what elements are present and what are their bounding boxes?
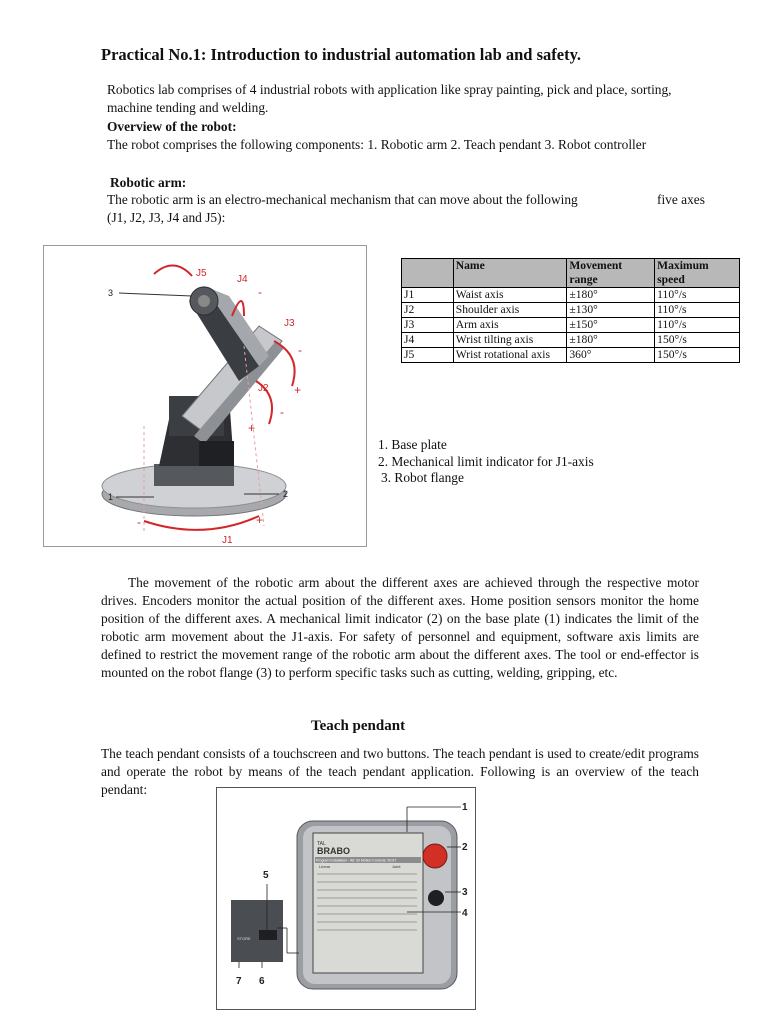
sign-minus: - [280, 405, 284, 419]
j1-arrow [144, 516, 259, 530]
header-cell: Movement range [567, 259, 655, 288]
cell-name: Shoulder axis [453, 303, 567, 318]
pendant-screen-title: Program Installation - Alt: 00 Motion Controls: 00:07 [316, 858, 397, 863]
table-header-row [402, 259, 740, 288]
legend-item: 3. Robot flange [381, 470, 464, 485]
header-cell: Maximum speed [655, 259, 740, 288]
table-row [402, 303, 740, 318]
pendant-screen-col: Joint [392, 864, 401, 869]
header-cell: Name [453, 259, 567, 288]
sign-minus: - [137, 515, 141, 529]
callout-1: 1 [108, 492, 114, 502]
cell-range: 360° [567, 348, 655, 363]
port-label: STORE [237, 936, 251, 941]
cell-name: Wrist rotational axis [453, 348, 567, 363]
cell-speed: 110°/s [655, 288, 740, 303]
movement-paragraph: The movement of the robotic arm about the different axes are achieved through the respective motor drives. Encoders monitor the actual position of the different axes. Home position sensors monitor the home position of the different axes. A mechanical limit indicator (2) on the base plate (1) indicates the limit of the robotic arm movement about the J1-axis. For safety of personnel and equipment, software axis limits are defined to restrict the movement range of the robotic arm about the different axes. The tool or end-effector is mounted on the robot flange (3) to perform specific tasks such as cutting, welding, gripping, etc. [101, 575, 699, 680]
page-title: Practical No.1: Introduction to industrial automation lab and safety. [101, 45, 582, 64]
callout-4: 4 [462, 908, 468, 919]
axis-label-j5: J5 [196, 268, 207, 279]
cell-range: ±180° [567, 333, 655, 348]
pendant-brand-prefix: TAL [317, 841, 326, 847]
cell-range: ±130° [567, 303, 655, 318]
sign-plus: + [294, 383, 302, 397]
robotic-arm-text: The robotic arm is an electro-mechanical mechanism that can move about the following [107, 192, 578, 207]
legend-item: 1. Base plate [378, 437, 447, 452]
cell-speed: 110°/s [655, 303, 740, 318]
sign-minus: - [258, 285, 262, 299]
header-cell [402, 259, 454, 288]
cell-range: ±180° [567, 288, 655, 303]
callout-5: 5 [263, 870, 269, 881]
cell-axis: J3 [402, 318, 454, 333]
cell-axis: J5 [402, 348, 454, 363]
callout-6: 6 [259, 976, 265, 987]
table-row [402, 348, 740, 363]
robot-legend [378, 437, 594, 487]
robotic-arm-axes: (J1, J2, J3, J4 and J5): [107, 210, 226, 225]
robotic-arm-heading: Robotic arm: [110, 175, 187, 190]
callout-3: 3 [462, 887, 468, 898]
callout-2: 2 [462, 842, 468, 853]
callout-3: 3 [108, 288, 114, 298]
callout-7: 7 [236, 976, 242, 987]
cell-speed: 150°/s [655, 348, 740, 363]
robotic-arm-text-tail: five axes [657, 192, 705, 207]
emergency-stop-icon [423, 844, 447, 868]
usb-port-icon [259, 930, 277, 940]
pendant-brand: BRABO [317, 846, 350, 856]
table-row [402, 333, 740, 348]
axis-label-j1: J1 [222, 535, 233, 546]
key-switch-icon [428, 890, 444, 906]
legend-item: 2. Mechanical limit indicator for J1-axis [378, 453, 594, 469]
callout-2: 2 [283, 489, 289, 499]
pendant-screen-col: Linear [319, 864, 331, 869]
teach-pendant-heading: Teach pendant [311, 718, 406, 734]
sign-plus: + [248, 421, 256, 435]
table-row [402, 288, 740, 303]
cell-axis: J1 [402, 288, 454, 303]
teach-pendant-illustration [217, 788, 475, 1009]
sign-minus: - [298, 343, 302, 357]
cell-axis: J2 [402, 303, 454, 318]
cell-axis: J4 [402, 333, 454, 348]
axis-label-j2: J2 [258, 383, 269, 394]
axes-table [401, 258, 740, 363]
intro-paragraph: Robotics lab comprises of 4 industrial robots with application like spray painting, pick and place, sorting, machine tending and welding. [107, 82, 672, 115]
axis-label-j3: J3 [284, 318, 295, 329]
table-row [402, 318, 740, 333]
cell-name: Wrist tilting axis [453, 333, 567, 348]
overview-text: The robot comprises the following components: 1. Robotic arm 2. Teach pendant 3. Robot controller [107, 137, 647, 152]
callout-1: 1 [462, 802, 468, 813]
axis-label-j4: J4 [237, 274, 248, 285]
cell-speed: 110°/s [655, 318, 740, 333]
teach-pendant-paragraph: The teach pendant consists of a touchscreen and two buttons. The teach pendant is used to create/edit programs and operate the robot by means of the teach pendant application. Following is an overview of the teach pendant: [101, 746, 699, 797]
cell-name: Arm axis [453, 318, 567, 333]
sign-plus: + [256, 513, 264, 527]
overview-heading: Overview of the robot: [107, 119, 237, 134]
cell-name: Waist axis [453, 288, 567, 303]
teach-pendant-figure [216, 787, 476, 1010]
j5-arrow [154, 265, 192, 276]
cell-speed: 150°/s [655, 333, 740, 348]
robot-arm-illustration [44, 246, 366, 546]
robot-arm-figure [43, 245, 367, 547]
cell-range: ±150° [567, 318, 655, 333]
